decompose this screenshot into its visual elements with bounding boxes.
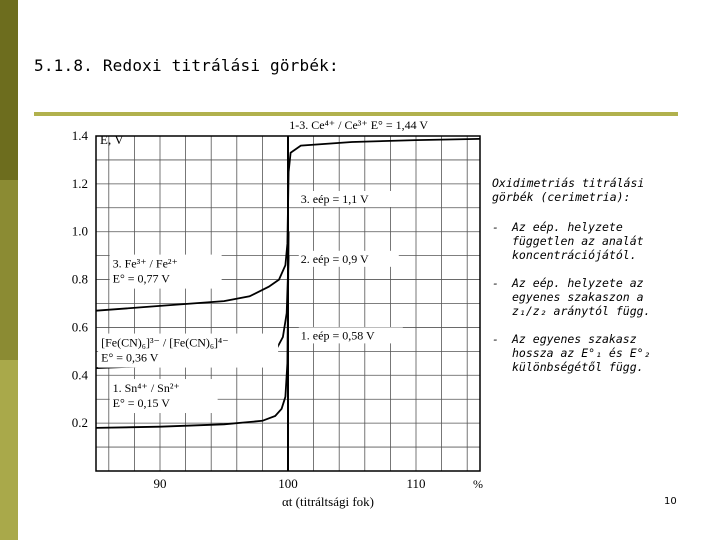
bullet-text: Az eép. helyzete független az analát koncentrációjától.: [512, 220, 644, 262]
title-divider: [34, 112, 678, 116]
bullet-dash: -: [492, 332, 499, 346]
chart-annotation: 3. eép = 1,1 V: [300, 192, 369, 206]
bullet-text: Az eép. helyzete az egyenes szakaszon a z₁/z₂ aránytól függ.: [512, 276, 651, 318]
titration-chart: [50, 117, 490, 512]
y-tick-label: 0.8: [71, 271, 88, 287]
x-unit-label: %: [473, 477, 483, 491]
chart-annotation: 1. eép = 0,58 V: [300, 328, 375, 343]
bullet-text: Az egyenes szakasz hossza az E°₁ és E°₂ különbségétől függ.: [512, 332, 651, 374]
y-axis-label: E, V: [100, 132, 124, 147]
chart-annotation: 1-3. Ce⁴⁺ / Ce³⁺ E° = 1,44 V: [289, 117, 429, 132]
bullet-1: [492, 220, 682, 262]
y-tick-label: 1.2: [71, 175, 88, 191]
accent-bar: [0, 0, 18, 540]
side-notes: [492, 176, 682, 388]
y-tick-label: 0.6: [71, 319, 88, 335]
x-tick-label: 100: [278, 476, 298, 491]
chart-annotation: 2. eép = 0,9 V: [300, 251, 369, 266]
bullet-dash: -: [492, 276, 499, 290]
page-number: 10: [664, 496, 677, 507]
series-label: E° = 0,36 V: [101, 350, 159, 365]
series-label: 3. Fe³⁺ / Fe²⁺: [112, 256, 178, 271]
bullet-3: [492, 332, 682, 374]
x-tick-label: 90: [153, 476, 167, 491]
y-tick-label: 1.4: [71, 128, 88, 143]
series-label: [Fe(CN)₆]³⁻ / [Fe(CN)₆]⁴⁻: [101, 335, 229, 350]
accent-bar-mid-segment: [0, 180, 18, 360]
bullet-2: [492, 276, 682, 318]
side-heading: Oxidimetriás titrálási görbék (cerimetria):: [492, 176, 645, 204]
x-axis-label: αt (titráltsági fok): [281, 494, 375, 509]
y-tick-label: 0.2: [71, 415, 88, 431]
series-label: 1. Sn⁴⁺ / Sn²⁺: [112, 381, 180, 396]
slide-title: 5.1.8. Redoxi titrálási görbék:: [34, 56, 339, 75]
bullet-dash: -: [492, 220, 499, 234]
series-label: E° = 0,15 V: [112, 396, 170, 411]
y-tick-label: 1.0: [71, 223, 88, 239]
x-tick-label: 110: [406, 476, 426, 491]
y-tick-label: 0.4: [71, 367, 88, 383]
accent-bar-dark-segment: [0, 0, 18, 180]
series-label: E° = 0,77 V: [112, 271, 170, 286]
